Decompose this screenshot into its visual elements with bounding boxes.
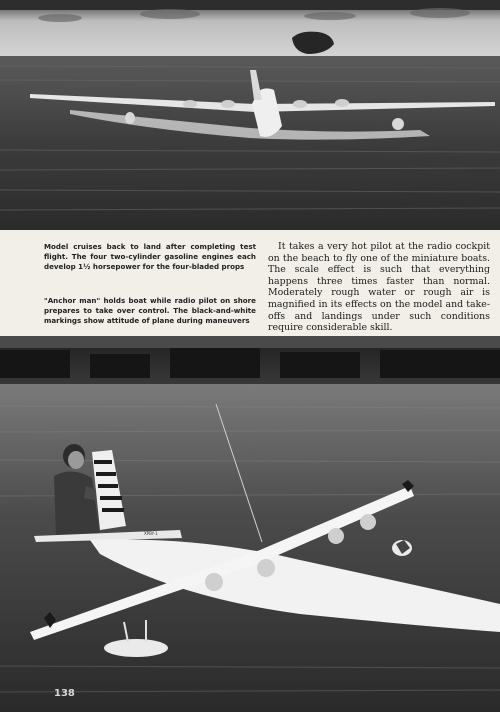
photo-anchor-man bbox=[0, 336, 500, 712]
article-body bbox=[268, 241, 490, 334]
hull-marking-text: XPBY-1 bbox=[144, 531, 158, 536]
text-band bbox=[0, 230, 500, 336]
photo-model-cruising bbox=[0, 0, 500, 230]
photo-model-cruising-image bbox=[0, 0, 500, 230]
caption-model-cruising: Model cruises back to land after completing test flight. The four two-cylinder gasoline engines each develop 1½ horsepower for the four-bladed props bbox=[44, 242, 256, 271]
photo-captions bbox=[44, 242, 256, 326]
article-paragraph: It takes a very hot pilot at the radio cockpit on the beach to fly one of the miniature boats. The scale effect is such that everything happens three times faster than normal. Moderately rough water or rough air is magnified in its effects on the model and take-offs and landings under such conditions require considerable skill. bbox=[268, 241, 490, 334]
page-number: 138 bbox=[54, 688, 75, 699]
photo-anchor-man-image bbox=[0, 336, 500, 712]
caption-anchor-man: "Anchor man" holds boat while radio pilot on shore prepares to take over control. The black-and-white markings show attitude of plane during maneuvers bbox=[44, 296, 256, 325]
